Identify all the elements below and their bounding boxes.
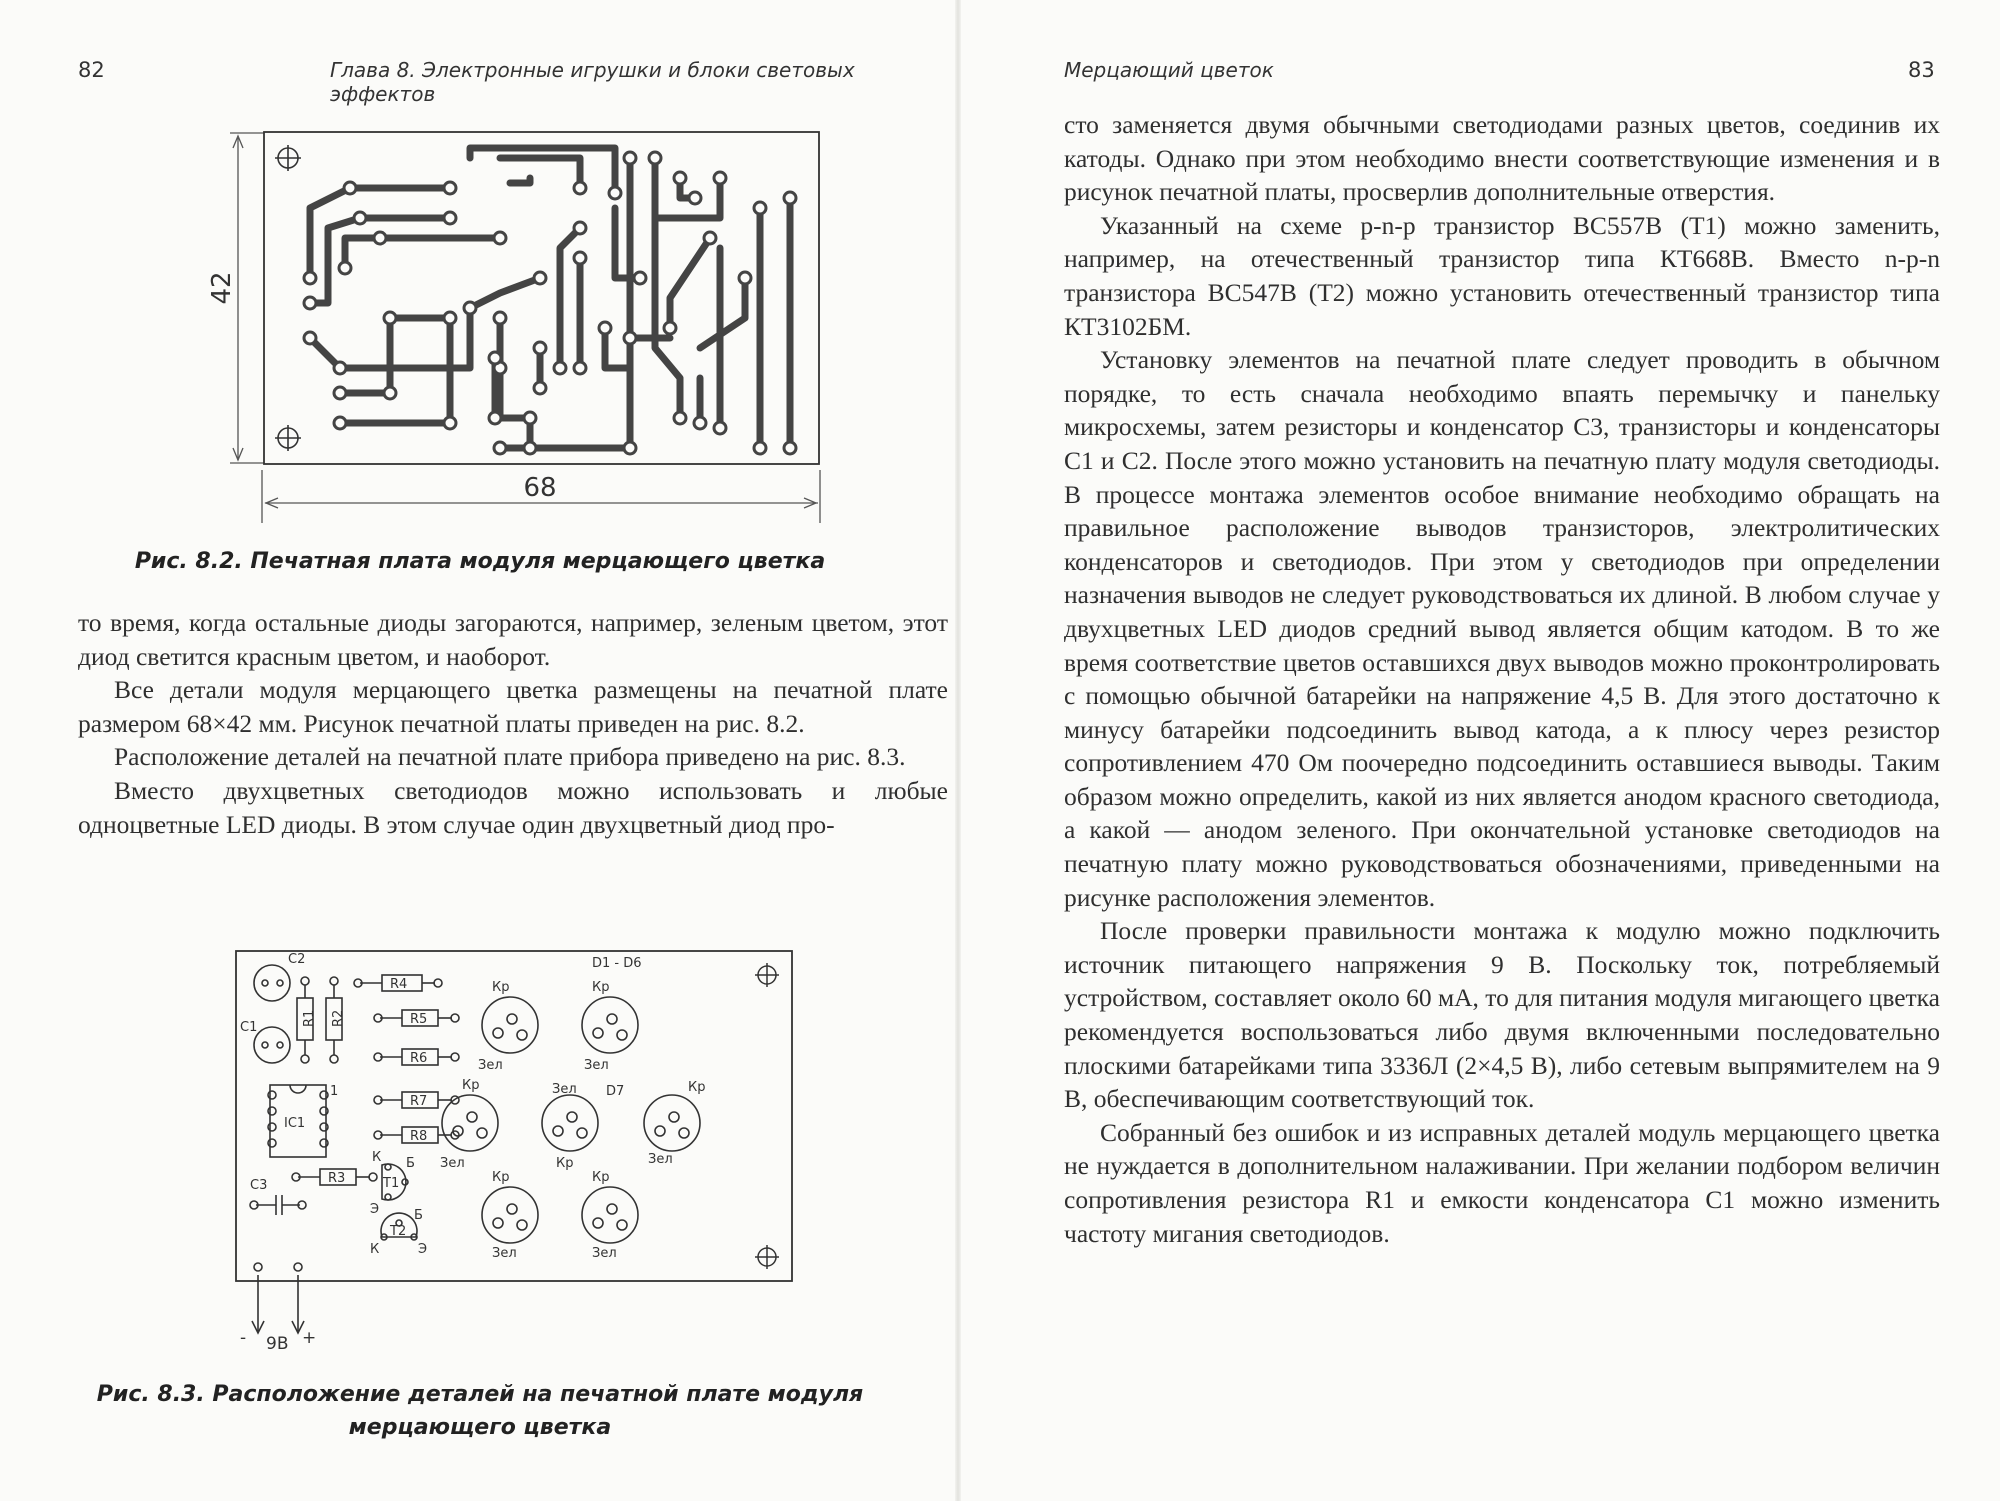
label-zel: Зел bbox=[440, 1156, 465, 1171]
label-kr: Кр bbox=[462, 1078, 480, 1093]
label-pin1: 1 bbox=[330, 1084, 339, 1099]
label-plus: + bbox=[302, 1328, 317, 1348]
label-r4: R4 bbox=[390, 977, 408, 992]
paragraph: Все детали модуля мерцающего цветка размещены на печатной плате размером 68×42 мм. Рисунок печатной платы приведен на рис. 8.2. bbox=[78, 675, 948, 738]
label-t1: T1 bbox=[383, 1176, 400, 1191]
label-r5: R5 bbox=[410, 1012, 428, 1027]
label-kr: Кр bbox=[688, 1080, 706, 1095]
paragraph: то время, когда остальные диоды загораются, например, зеленым цветом, этот диод светится красным цветом, и наоборот. bbox=[78, 608, 948, 671]
page-number: 82 bbox=[78, 58, 105, 82]
dimension-width: 68 bbox=[523, 473, 557, 503]
running-header: Глава 8. Электронные игрушки и блоки световых эффектов bbox=[330, 58, 855, 106]
label-d1-d6: D1 - D6 bbox=[592, 956, 642, 971]
label-r3: R3 bbox=[328, 1171, 346, 1186]
left-page bbox=[0, 0, 960, 1501]
label-kr: Кр bbox=[592, 1170, 610, 1185]
dimension-height: 42 bbox=[207, 271, 237, 305]
label-voltage: 9В bbox=[266, 1334, 289, 1354]
figure-8-2-caption: Рис. 8.2. Печатная плата модуля мерцающего цветка bbox=[134, 549, 826, 574]
label-t2-k: К bbox=[370, 1242, 380, 1257]
label-zel: Зел bbox=[478, 1058, 503, 1073]
figure-8-3-caption-line2: мерцающего цветка bbox=[348, 1415, 612, 1440]
label-zel: Зел bbox=[584, 1058, 609, 1073]
paragraph: После проверки правильности монтажа к модулю можно подключить источник питающего напряжения 9 В. Поскольку ток, потребляемый устройством, составляет около 60 мА, то для питания модуля мигающего цветка рекомендуется воспользоваться либо двумя включенными последовательно плоскими батарейками типа 3336Л (2×4,5 В), либо сетевым выпрямителем на 9 В, обеспечивающим соответствующий ток. bbox=[1064, 916, 1940, 1114]
page-number: 83 bbox=[1908, 58, 1935, 82]
label-zel: Зел bbox=[552, 1082, 577, 1097]
paragraph: Расположение деталей на печатной плате прибора приведено на рис. 8.3. bbox=[114, 742, 906, 772]
label-t2-b: Б bbox=[414, 1208, 423, 1223]
label-d7: D7 bbox=[606, 1084, 625, 1099]
label-minus: - bbox=[240, 1328, 247, 1348]
label-kr: Кр bbox=[592, 980, 610, 995]
paragraph: Указанный на схеме р-n-р транзистор ВС557В (Т1) можно заменить, например, на отечественный транзистор типа КТ668В. Вместо n-р-n транзистора ВС547В (Т2) можно установить отечественный транзистор типа КТ3102БМ. bbox=[1064, 210, 1940, 341]
label-t1-k: К bbox=[372, 1150, 382, 1165]
figure-component-layout bbox=[230, 945, 810, 1365]
label-zel: Зел bbox=[648, 1152, 673, 1167]
label-r1: R1 bbox=[302, 1009, 317, 1027]
label-kr: Кр bbox=[492, 1170, 510, 1185]
label-c1: C1 bbox=[240, 1020, 258, 1035]
label-t1-b: Б bbox=[406, 1156, 415, 1171]
paragraph: Собранный без ошибок и из исправных деталей модуль мерцающего цветка не нуждается в дополнительном налаживании. При желании подбором величин сопротивления резистора R1 и емкости конденсатора С1 можно изменить частоту мигания светодиодов. bbox=[1064, 1117, 1940, 1248]
label-r7: R7 bbox=[410, 1094, 428, 1109]
label-zel: Зел bbox=[492, 1246, 517, 1261]
label-r8: R8 bbox=[410, 1129, 428, 1144]
paragraph: сто заменяется двумя обычными светодиодами разных цветов, соединив их катоды. Однако при этом необходимо внести соответствующие изменения и в рисунок печатной платы, просверлив дополнительные отверстия. bbox=[1064, 110, 1940, 207]
label-r2: R2 bbox=[331, 1009, 346, 1027]
label-c2: C2 bbox=[288, 952, 306, 967]
figure-8-3-caption bbox=[60, 1378, 900, 1444]
label-c3: C3 bbox=[250, 1178, 268, 1193]
right-body-text bbox=[1064, 108, 1940, 1250]
label-r6: R6 bbox=[410, 1051, 428, 1066]
figure-pcb-layout bbox=[200, 118, 840, 538]
paragraph: Установку элементов на печатной плате следует проводить в обычном порядке, то есть сначала необходимо впаять перемычку и панельку микросхемы, затем резисторы и конденсатор С3, транзисторы и конденсаторы С1 и С2. После этого можно установить на печатную плату модуля светодиоды. В процессе монтажа элементов особое внимание необходимо обращать на правильное расположение выводов транзисторов, электролитических конденсаторов и светодиодов. При этом у светодиодов при определении назначения выводов не следует руководствоваться их длиной. В любом случае у двухцветных LED диодов средний вывод является общим катодом. В то же время соответствие цветов оставшихся двух выводов можно проконтролировать с помощью обычной батарейки на напряжение 4,5 В. Для этого достаточно к минусу батарейки подсоединить вывод катода, а к плюсу через резистор сопротивлением 470 Ом поочередно подсоединить оставшиеся выводы. Таким образом можно определить, какой из них является анодом красного светодиода, а какой — анодом зеленого. При окончательной установке светодиодов на печатную плату можно руководствоваться обозначениями, приведенными на рисунке расположения элементов. bbox=[1064, 345, 1940, 912]
label-kr: Кр bbox=[492, 980, 510, 995]
paragraph: Вместо двухцветных светодиодов можно использовать и любые одноцветные LED диоды. В этом случае один двухцветный диод про- bbox=[78, 775, 948, 839]
label-t1-e: Э bbox=[370, 1202, 380, 1217]
label-t2: T2 bbox=[390, 1224, 407, 1239]
left-body-text bbox=[78, 606, 948, 841]
running-header: Мерцающий цветок bbox=[1064, 58, 1274, 82]
label-zel: Зел bbox=[592, 1246, 617, 1261]
right-page bbox=[1000, 0, 2000, 1501]
label-t2-e: Э bbox=[418, 1242, 428, 1257]
label-ic1: IC1 bbox=[284, 1116, 306, 1131]
figure-8-3-caption-line1: Рис. 8.3. Расположение деталей на печатной плате модуля bbox=[96, 1382, 864, 1407]
label-kr: Кр bbox=[556, 1156, 574, 1171]
